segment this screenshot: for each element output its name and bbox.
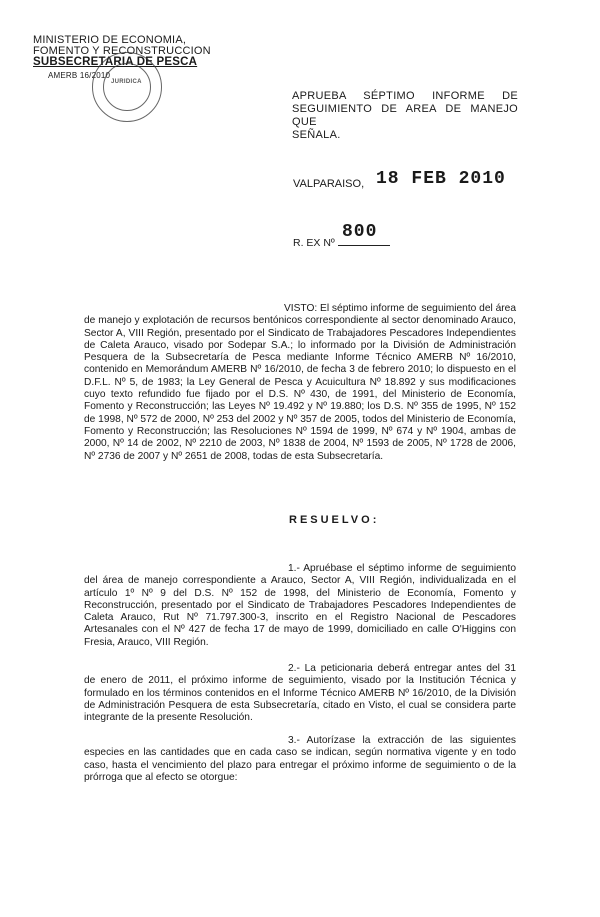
item-3-paragraph [84,735,516,784]
visto-text: VISTO: El séptimo informe de seguimiento del área de manejo y explotación de recursos bentónicos correspondiente al sector denominado Arauco, Sector A, VIII Región, presentado por el Sindicato de Trabajadores Pescadores Independientes de Caleta Arauco, visado por Sodepar S.A.; lo informado por la División de Administración Pesquera de la Subsecretaría de Pesca mediante Informe Técnico AMERB Nº 16/2010, contenido en Memorándum AMERB Nº 16/2010, de fecha 3 de febrero 2010; lo dispuesto en el D.F.L. Nº 5, de 1983; la Ley General de Pesca y Acuicultura Nº 18.892 y sus modificaciones cuyo texto refundido fue fijado por el D.S. Nº 430, de 1991, del Ministerio de Economía, Fomento y Reconstrucción; las Leyes Nº 19.492 y Nº 19.880; los D.S. Nº 355 de 1995, Nº 152 de 1998, Nº 572 de 2000, Nº 253 del 2002 y Nº 357 de 2005, todos del Ministerio de Economía, Fomento y Reconstrucción; las Resoluciones Nº 1594 de 1999, Nº 674 y Nº 1904, ambas de 2000, Nº 14 de 2002, Nº 2210 de 2003, Nº 1838 de 2004, Nº 1593 de 2005, Nº 1728 de 2006, Nº 2736 de 2007 y Nº 2651 de 2008, todas de esta Subsecretaría. [84,303,516,462]
header-amerb: AMERB 16/2010 [48,71,111,80]
subject-line-3: SEÑALA. [292,129,341,141]
item-2-text: 2.- La peticionaria deberá entregar antes del 31 de enero de 2011, el próximo informe de seguimiento, visado por la Institución Técnica y formulado en los términos contenidos en el Informe Técnico AMERB Nº 16/2010, de la División de Administración Pesquera de esta Subsecretaría, citado en Visto, el cual se considera parte integrante de la presente Resolución. [84,663,516,724]
rex-underline [338,245,390,246]
item-1-paragraph [84,563,516,649]
visto-paragraph [84,303,516,463]
item-2-paragraph [84,663,516,724]
subject-line-2: SEGUIMIENTO DE AREA DE MANEJO QUE [292,103,518,128]
resuelvo-heading: RESUELVO: [289,514,380,526]
subject-line-1: APRUEBA SÉPTIMO INFORME DE [292,90,518,102]
rex-number: 800 [342,222,378,242]
seal-text: JURIDICA [111,79,142,85]
date-stamp: 18 FEB 2010 [376,169,506,189]
subject-block [292,90,518,142]
item-1-text: 1.- Apruébase el séptimo informe de seguimiento del área de manejo correspondiente a Arauco, Sector A, VIII Región, individualizada en el artículo 1º Nº 9 del D.S. Nº 152 de 1998, del Ministerio de Economía, Fomento y Reconstrucción, presentado por el Sindicato de Trabajadores Pescadores Independientes de Caleta Arauco, Rut Nº 71.797.300-3, inscrito en el Registro Nacional de Pescadores Artesanales con el Nº 427 de fecha 17 de mayo de 1999, domiciliado en calle O'Higgins con Fresia, Arauco, VIII Región. [84,563,516,648]
rex-label: R. EX Nº [293,237,335,249]
place-label: VALPARAISO, [293,178,365,190]
header-ministry: MINISTERIO DE ECONOMIA, [33,34,187,46]
seal-stamp [92,52,162,122]
item-3-text: 3.- Autorízase la extracción de las siguientes especies en las cantidades que en cada caso se indican, según normativa vigente y en todo caso, hasta el vencimiento del plazo para entregar el próximo informe de seguimiento o de la prórroga que al efecto se otorgue: [84,735,516,783]
header-fomento: FOMENTO Y RECONSTRUCCION [33,45,211,57]
header-subsecretaria: SUBSECRETARIA DE PESCA [33,56,198,68]
seal-inner-ring [103,63,151,111]
